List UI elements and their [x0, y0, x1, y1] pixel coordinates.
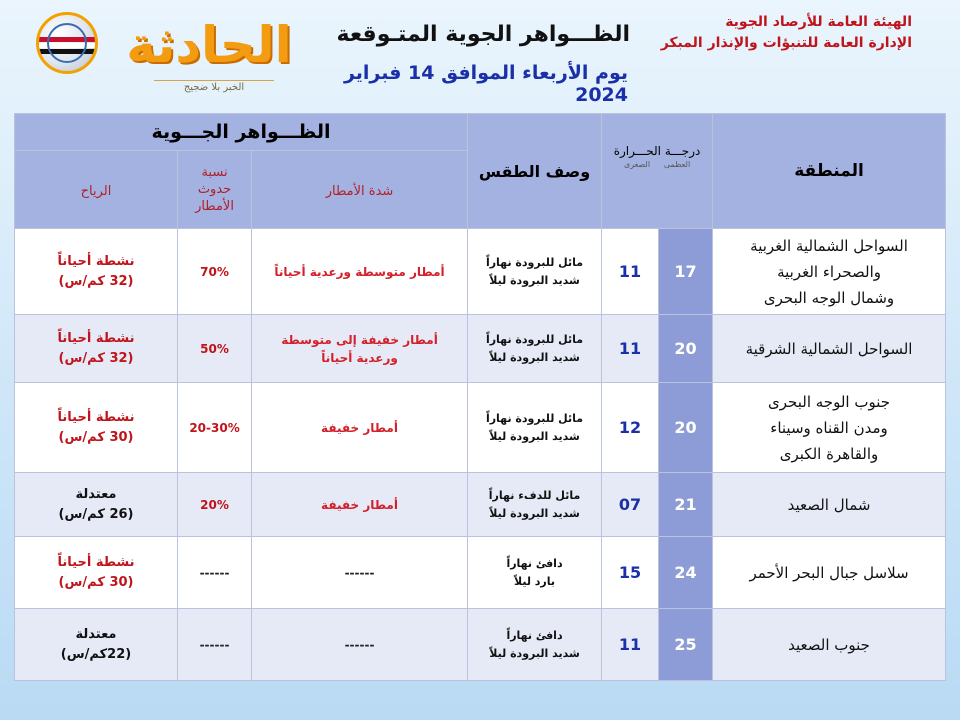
header-max: العظمى [663, 160, 691, 169]
cell-rain-intensity: ------ [252, 537, 468, 609]
cell-wind: نشطة أحياناً (32 كم/س) [15, 229, 178, 315]
table-row [15, 229, 946, 315]
cell-rain-chance: ------ [178, 537, 252, 609]
cell-max-temp: 24 [659, 537, 713, 609]
cell-min-temp: 12 [602, 383, 659, 473]
page-title: الظـــواهر الجوية المتـوقعة [336, 22, 630, 47]
cell-min-temp: 07 [602, 473, 659, 537]
emblem-icon [36, 12, 98, 74]
header-region: المنطقة [713, 114, 946, 229]
cell-rain-chance: 50% [178, 315, 252, 383]
header-rain-chance: نسبة حدوث الأمطار [178, 151, 252, 229]
cell-wind: نشطة أحياناً (30 كم/س) [15, 537, 178, 609]
cell-max-temp: 20 [659, 383, 713, 473]
cell-region: شمال الصعيد [713, 473, 946, 537]
cell-max-temp: 20 [659, 315, 713, 383]
org-header [661, 12, 912, 54]
forecast-table [14, 113, 946, 681]
header-wind: الرياح [15, 151, 178, 229]
org-name: الهيئة العامة للأرصاد الجوية [725, 14, 912, 30]
table-row [15, 383, 946, 473]
cell-region: جنوب الصعيد [713, 609, 946, 681]
cell-wind: معتدلة (26 كم/س) [15, 473, 178, 537]
cell-rain-intensity: أمطار خفيفة [252, 473, 468, 537]
org-department: الإدارة العامة للتنبؤات والإنذار المبكر [660, 35, 912, 51]
table-row [15, 473, 946, 537]
cell-min-temp: 15 [602, 537, 659, 609]
cell-region: السواحل الشمالية الغربية والصحراء الغربية وشمال الوجه البحرى [713, 229, 946, 315]
header-temperature [602, 114, 713, 229]
cell-rain-intensity: أمطار خفيفة [252, 383, 468, 473]
table-row [15, 315, 946, 383]
cell-min-temp: 11 [602, 315, 659, 383]
cell-wind: نشطة أحياناً (32 كم/س) [15, 315, 178, 383]
cell-conditions: مائل للدفء نهاراً شديد البرودة ليلاً [468, 473, 602, 537]
cell-region: سلاسل جبال البحر الأحمر [713, 537, 946, 609]
brand-logo [36, 8, 306, 96]
cell-rain-chance: 20% [178, 473, 252, 537]
cell-conditions: مائل للبرودة نهاراً شديد البرودة ليلاً [468, 229, 602, 315]
cell-rain-chance: 70% [178, 229, 252, 315]
cell-rain-intensity: ------ [252, 609, 468, 681]
header-conditions: وصف الطقس [468, 114, 602, 229]
cell-rain-intensity: أمطار خفيفة إلى متوسطة ورعدية أحياناً [252, 315, 468, 383]
cell-conditions: دافئ نهاراً شديد البرودة ليلاً [468, 609, 602, 681]
cell-min-temp: 11 [602, 229, 659, 315]
cell-rain-intensity: أمطار متوسطة ورعدية أحياناً [252, 229, 468, 315]
cell-min-temp: 11 [602, 609, 659, 681]
header-rain-intensity: شدة الأمطار [252, 151, 468, 229]
brand-tagline: الخبر بلا ضجيج [154, 80, 274, 93]
cell-wind: نشطة أحياناً (30 كم/س) [15, 383, 178, 473]
cell-max-temp: 21 [659, 473, 713, 537]
cell-max-temp: 25 [659, 609, 713, 681]
table-row [15, 537, 946, 609]
cell-conditions: مائل للبرودة نهاراً شديد البرودة ليلاً [468, 383, 602, 473]
forecast-date: يوم الأربعاء الموافق 14 فبراير 2024 [343, 62, 628, 106]
header-phenomena: الظـــواهر الجـــوية [15, 114, 468, 151]
cell-conditions: مائل للبرودة نهاراً شديد البرودة ليلاً [468, 315, 602, 383]
header-min: الصغرى [623, 160, 651, 169]
cell-conditions: دافئ نهاراً بارد ليلاً [468, 537, 602, 609]
brand-wordmark: الحادثة [126, 16, 292, 74]
cell-rain-chance: ------ [178, 609, 252, 681]
cell-region: جنوب الوجه البحرى ومدن القناه وسيناء والقاهرة الكبرى [713, 383, 946, 473]
cell-region: السواحل الشمالية الشرقية [713, 315, 946, 383]
table-row [15, 609, 946, 681]
header-temperature-label: درجـــة الحـــرارة [613, 144, 701, 158]
cell-max-temp: 17 [659, 229, 713, 315]
cell-wind: معتدلة (22كم/س) [15, 609, 178, 681]
cell-rain-chance: 20-30% [178, 383, 252, 473]
